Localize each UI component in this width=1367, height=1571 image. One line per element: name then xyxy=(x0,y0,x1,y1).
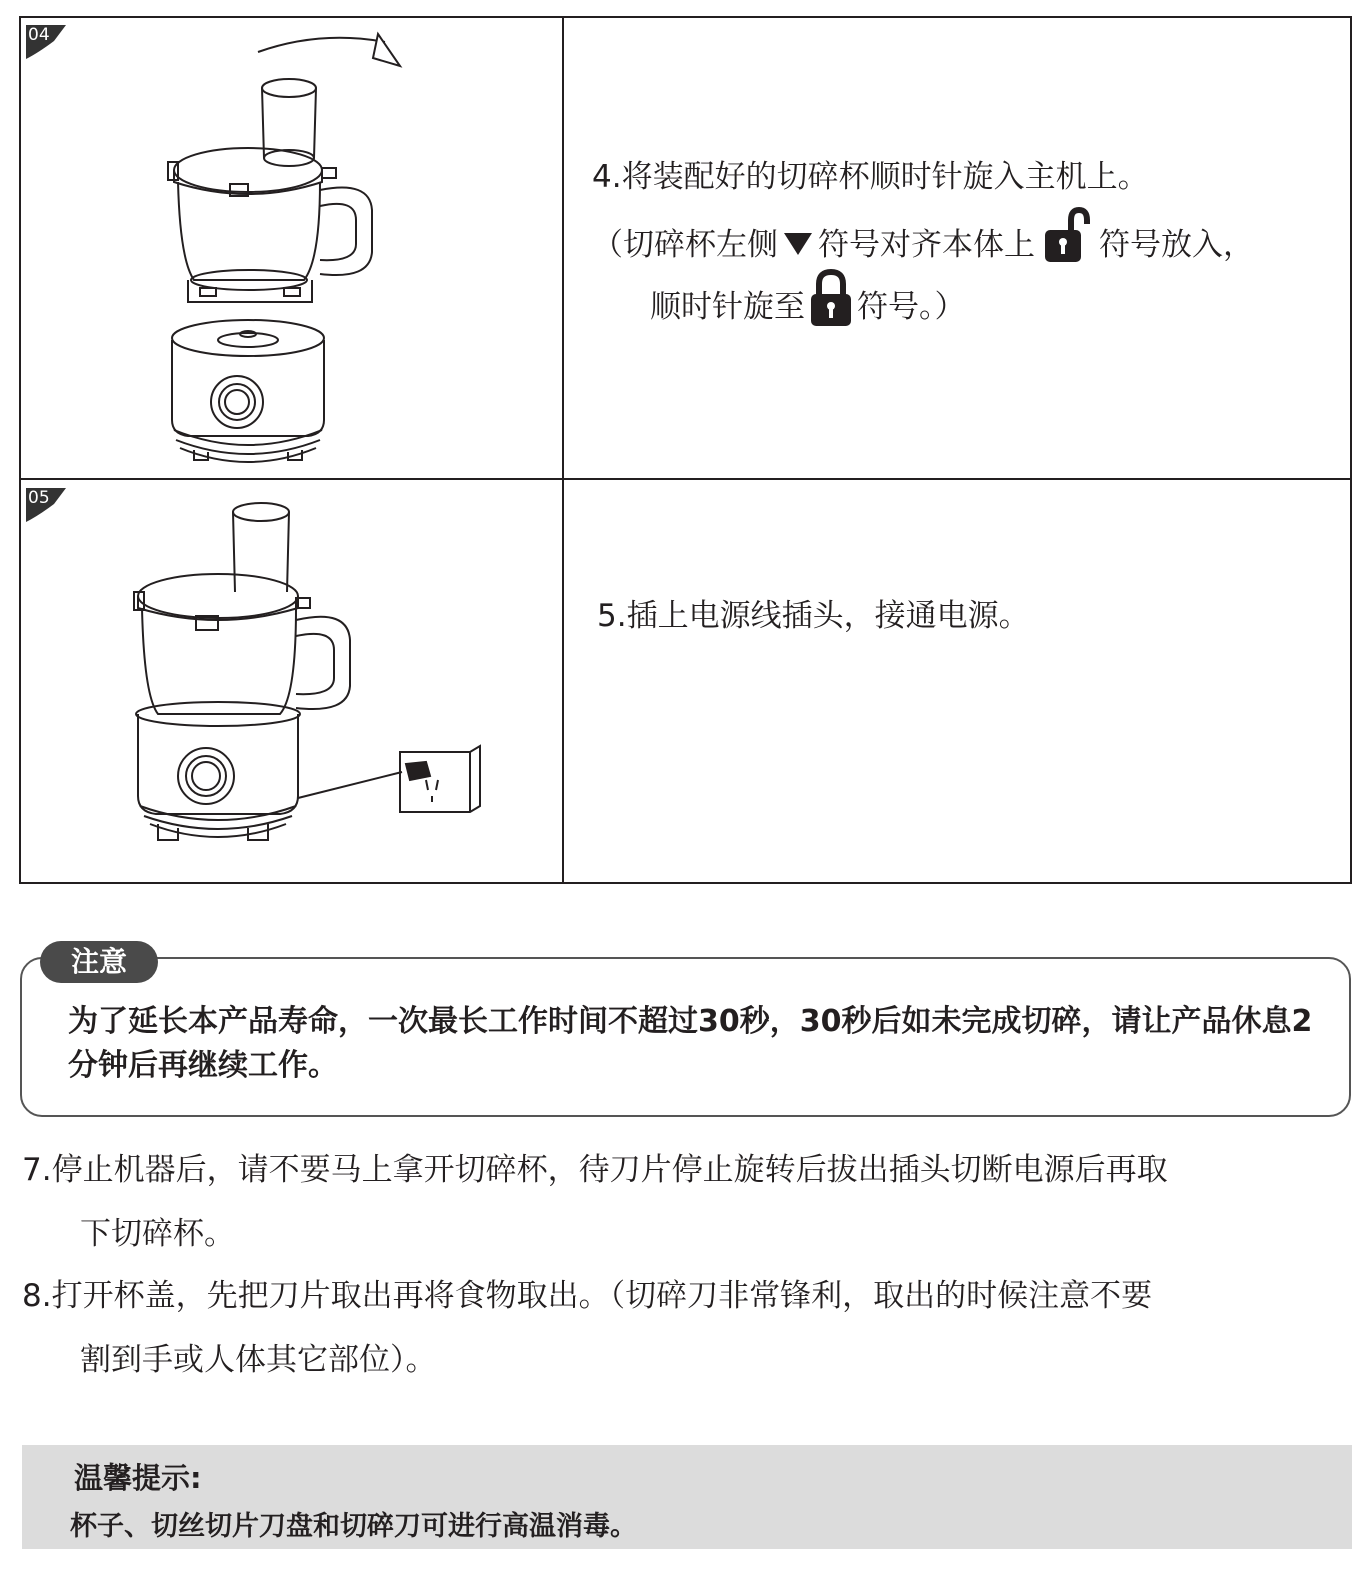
arrow-clockwise-icon xyxy=(258,38,385,52)
food-processor-plugged-illustration xyxy=(130,500,490,854)
table-divider-horizontal xyxy=(19,478,1352,480)
notice-text: 为了延长本产品寿命，一次最长工作时间不超过30秒，30秒后如未完成切碎，请让产品休息2分钟后再继续工作。 xyxy=(68,1004,1313,1083)
step-badge-label: 05 xyxy=(28,488,50,508)
notice-label: 注意 xyxy=(40,941,158,983)
table-divider-vertical xyxy=(562,16,564,884)
step-badge-05 xyxy=(26,488,68,526)
locked-padlock-icon xyxy=(811,270,851,347)
step-04-line-2: （切碎杯左侧 符号对齐本体上 符号放入， xyxy=(592,208,1254,285)
tip-title: 温馨提示: xyxy=(74,1461,202,1495)
step-04-line-1: 4.将装配好的切碎杯顺时针旋入主机上。 xyxy=(592,159,1149,195)
step-04-line-3: 顺时针旋至 符号。） xyxy=(650,270,966,347)
tip-body: 杯子、切丝切片刀盘和切碎刀可进行高温消毒。 xyxy=(70,1511,637,1542)
food-processor-assembly-illustration xyxy=(160,30,420,474)
instruction-paragraph-8: 8.打开杯盖，先把刀片取出再将食物取出。（切碎刀非常锋利，取出的时候注意不要 割到手或人体其它部位）。 xyxy=(22,1278,1153,1378)
step-badge-label: 04 xyxy=(28,25,50,45)
instruction-paragraph-7: 7.停止机器后，请不要马上拿开切碎杯，待刀片停止旋转后拔出插头切断电源后再取 下切碎杯。 xyxy=(22,1152,1168,1252)
down-triangle-icon xyxy=(784,216,812,278)
step-badge-04 xyxy=(26,25,68,63)
unlocked-padlock-icon xyxy=(1045,208,1089,285)
step-05-line-1: 5.插上电源线插头，接通电源。 xyxy=(597,598,1030,634)
